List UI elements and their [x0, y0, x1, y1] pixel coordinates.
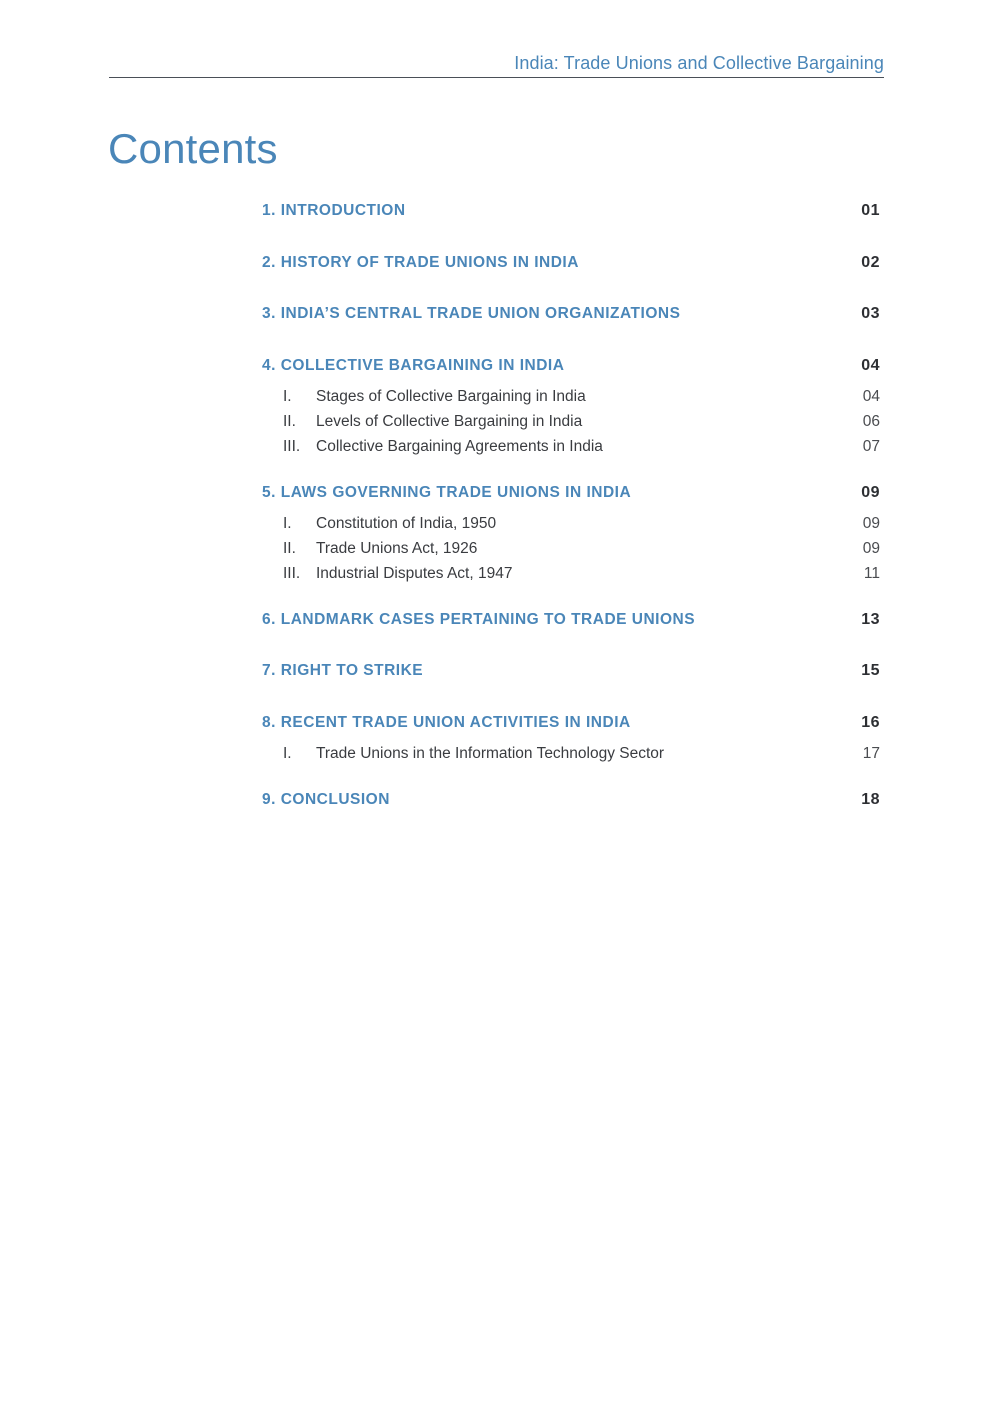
toc-section-title: 9. CONCLUSION [262, 790, 390, 808]
toc-section-link[interactable] [262, 480, 880, 506]
toc-subsection-numeral: III. [283, 438, 301, 455]
toc-subsection-numeral: II. [283, 413, 296, 430]
toc-entry [262, 301, 880, 353]
toc-subsection-page-number: 11 [863, 565, 880, 582]
toc-section-page-number: 02 [861, 253, 880, 271]
toc-subsection-link[interactable] [262, 410, 880, 435]
toc-subsection-title: Trade Unions in the Information Technology Sector [316, 745, 665, 762]
toc-section-title: 5. LAWS GOVERNING TRADE UNIONS IN INDIA [262, 483, 632, 501]
page-title: Contents [108, 125, 278, 172]
toc-subsection-numeral: I. [283, 745, 292, 762]
toc-section-page-number: 18 [861, 790, 880, 808]
toc-section-page-number: 04 [861, 356, 880, 374]
toc-entry [262, 198, 880, 250]
running-header-title: India: Trade Unions and Collective Bargaining [514, 53, 884, 73]
toc-section-page-number: 16 [861, 713, 880, 731]
toc-section-page-number: 13 [861, 610, 880, 628]
toc-section-page-number: 03 [861, 305, 880, 322]
toc-subsection-numeral: II. [283, 540, 296, 557]
toc-subsection-page-number: 09 [862, 515, 880, 532]
toc-subsection-title: Levels of Collective Bargaining in India [316, 413, 583, 430]
running-header [109, 50, 884, 78]
toc-subsection-title: Stages of Collective Bargaining in India [316, 388, 586, 405]
toc-subsection-link[interactable] [262, 562, 880, 587]
toc-section-page-number: 01 [861, 202, 880, 219]
toc-section-link[interactable] [262, 658, 880, 684]
toc-section-title: 1. INTRODUCTION [262, 202, 406, 219]
toc-subsection-numeral: I. [283, 515, 292, 532]
toc-subsection-title: Collective Bargaining Agreements in India [316, 438, 603, 455]
toc-subsection-numeral: I. [283, 388, 292, 405]
toc-section-link[interactable] [262, 607, 880, 633]
toc-section-title: 8. RECENT TRADE UNION ACTIVITIES IN INDIA [262, 713, 631, 731]
toc-section-link[interactable] [262, 301, 880, 327]
toc-subsection-page-number: 04 [862, 388, 880, 405]
toc-section-link[interactable] [262, 250, 880, 276]
toc-entry [262, 480, 880, 607]
toc-subsection-title: Industrial Disputes Act, 1947 [316, 565, 513, 582]
toc-subsection-link[interactable] [262, 435, 880, 460]
toc-subsection-title: Constitution of India, 1950 [316, 515, 497, 532]
toc-subsection-page-number: 06 [862, 413, 880, 430]
toc-subsection-page-number: 17 [862, 745, 880, 762]
toc-entry [262, 658, 880, 710]
toc-entry [262, 787, 880, 839]
toc-entry [262, 250, 880, 302]
toc-section-link[interactable] [262, 198, 880, 224]
toc-subsection-page-number: 07 [862, 438, 880, 455]
toc-subsection-numeral: III. [283, 565, 301, 582]
toc-entry [262, 607, 880, 659]
toc-entry [262, 353, 880, 480]
toc-section-page-number: 15 [861, 662, 880, 679]
toc-subsection-link[interactable] [262, 512, 880, 537]
toc-section-title: 4. COLLECTIVE BARGAINING IN INDIA [262, 356, 565, 374]
table-of-contents [262, 198, 880, 838]
toc-subsection-title: Trade Unions Act, 1926 [316, 540, 478, 557]
toc-entry [262, 710, 880, 787]
toc-section-link[interactable] [262, 710, 880, 736]
toc-section-title: 3. INDIA’S CENTRAL TRADE UNION ORGANIZATIONS [262, 305, 681, 322]
toc-subsection-page-number: 09 [862, 540, 880, 557]
toc-section-title: 6. LANDMARK CASES PERTAINING TO TRADE UNIONS [262, 610, 696, 628]
toc-section-page-number: 09 [861, 483, 880, 501]
toc-subsection-link[interactable] [262, 537, 880, 562]
toc-section-link[interactable] [262, 353, 880, 379]
toc-subsection-link[interactable] [262, 742, 880, 767]
toc-subsection-link[interactable] [262, 385, 880, 410]
toc-section-title: 7. RIGHT TO STRIKE [262, 662, 424, 679]
toc-section-title: 2. HISTORY OF TRADE UNIONS IN INDIA [262, 253, 579, 271]
toc-section-link[interactable] [262, 787, 880, 813]
